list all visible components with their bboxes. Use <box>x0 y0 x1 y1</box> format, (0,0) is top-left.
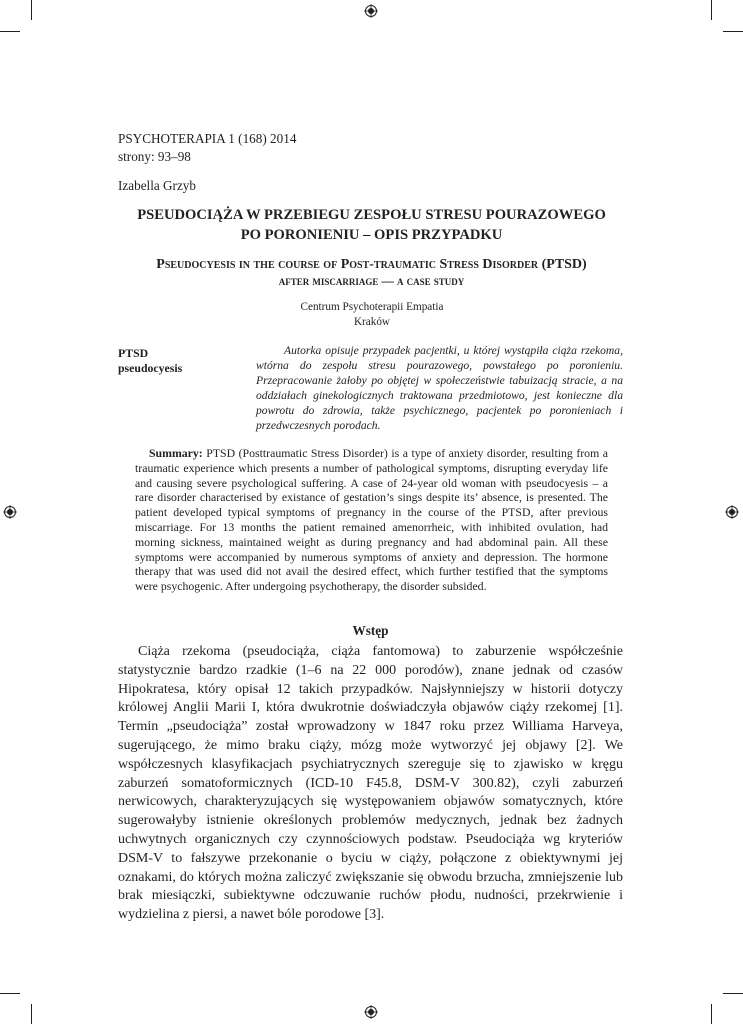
title-polish <box>110 205 633 245</box>
keyword: pseudocyesis <box>118 361 183 375</box>
crop-mark-top-left-h <box>0 31 20 32</box>
title-polish-line2: PO PORONIENIU – OPIS PRZYPADKU <box>240 227 503 243</box>
affiliation <box>222 300 522 330</box>
affiliation-city: Kraków <box>353 316 391 328</box>
journal-issue: PSYCHOTERAPIA 1 (168) 2014 <box>118 131 297 146</box>
crop-mark-top-right-h <box>723 31 743 32</box>
keywords <box>118 346 182 376</box>
summary-text: PTSD (Posttraumatic Stress Disorder) is a type of anxiety disorder, resulting from a traumatic experience which presents a number of pathological symptoms, disrupting everyday life and causing severe psychological suffering. A case of 24-year old woman with pseudocyesis – a rare disorder characterised by existance of gestation’s sings despite its’ absence, is presented. The patient developed typical symptoms of pregnancy in the course of the PTSD, after previous miscarriage. For 13 months the patient remained amenorrheic, with inhibited ovulation, had morning sickness, maintained weight as during pregnancy and had abdominal pain. All these symptoms were accompanied by numerous symptoms of anxiety and depression. The hormone therapy that was used did not avail the desired effect, which further testified that the symptoms were psychogenic. After undergoing psychotherapy, the disorder subsided. <box>135 446 608 594</box>
registration-mark-icon <box>3 505 17 519</box>
title-english-line1: Pseudocyesis in the course of Post-traumatic Stress Disorder (PTSD) <box>156 257 587 272</box>
registration-mark-icon <box>725 505 739 519</box>
crop-mark-bottom-right-h <box>723 993 743 994</box>
title-english-line2: after miscarriage — a case study <box>278 274 465 288</box>
crop-mark-bottom-left-h <box>0 993 20 994</box>
crop-mark-bottom-left <box>31 1004 32 1024</box>
title-polish-line1: PSEUDOCIĄŻA W PRZEBIEGU ZESPOŁU STRESU POURAZOWEGO <box>137 207 606 223</box>
title-english <box>110 256 633 290</box>
registration-mark-icon <box>364 4 378 18</box>
body-paragraph: Ciąża rzekoma (pseudociąża, ciąża fantomowa) to zaburzenie współcześnie statystycznie bardzo rzadkie (1–6 na 22 000 porodów), znane jednak od czasów Hipokratesa, który opisał 12 takich przypadków. Najsłynniejszy w historii dotyczy królowej Anglii Marii I, która dwukrotnie doświadczyła objawów ciąży rzekomej [1]. Termin „pseudociąża” został wprowadzony w 1847 roku przez Williama Harveya, sugerującego, że mimo braku ciąży, mózg może wytworzyć jej objawy [2]. We współczesnych klasyfikacjach psychiatrycznych szereguje się to zjawisko w kręgu zaburzeń somatoformicznych (ICD-10 F45.8, DSM-V 300.82), czyli zaburzeń nerwicowych, charakteryzujących się występowaniem objawów somatycznych, które sugerowałyby istnienie określonych problemów medycznych, jednak bez żadnych uchwytnych organicznych czy czynnościowych podstaw. Pseudociąża wg kryteriów DSM-V to fałszywe przekonanie o byciu w ciąży, połączone z obiektywnymi jej oznakami, do których można zaliczyć zwiększanie się obwodu brzucha, zmniejszenie lub brak miesiączki, subiektywne odczuwanie ruchów płodu, nudności, przekrwienie i wydzielina z piersi, a nawet bóle porodowe [3]. <box>118 644 623 923</box>
journal-header <box>118 130 296 166</box>
registration-mark-icon <box>364 1005 378 1019</box>
keyword: PTSD <box>118 346 149 360</box>
summary-english <box>135 446 608 594</box>
journal-pages: strony: 93–98 <box>118 149 191 164</box>
section-heading: Wstęp <box>352 623 389 638</box>
crop-mark-bottom-right <box>711 1004 712 1024</box>
author-name: Izabella Grzyb <box>118 178 196 193</box>
crop-mark-top-left <box>31 0 32 20</box>
abstract-polish: Autorka opisuje przypadek pacjentki, u której wystąpiła ciąża rzekoma, wtórna do zespołu stresu pourazowego, powstałego po poronieniu. Przepracowanie żałoby po objętej w społeczeństwie tabuizacją stracie, a na oddziałach ginekologicznych traktowana przedmiotowo, jest konieczne dla powrotu do zdrowia, także psychicznego, pacjentek po poronieniach i przedwczesnych porodach. <box>256 344 623 433</box>
crop-mark-top-right <box>711 0 712 20</box>
affiliation-institution: Centrum Psychoterapii Empatia <box>300 301 444 313</box>
summary-label: Summary: <box>149 446 203 460</box>
